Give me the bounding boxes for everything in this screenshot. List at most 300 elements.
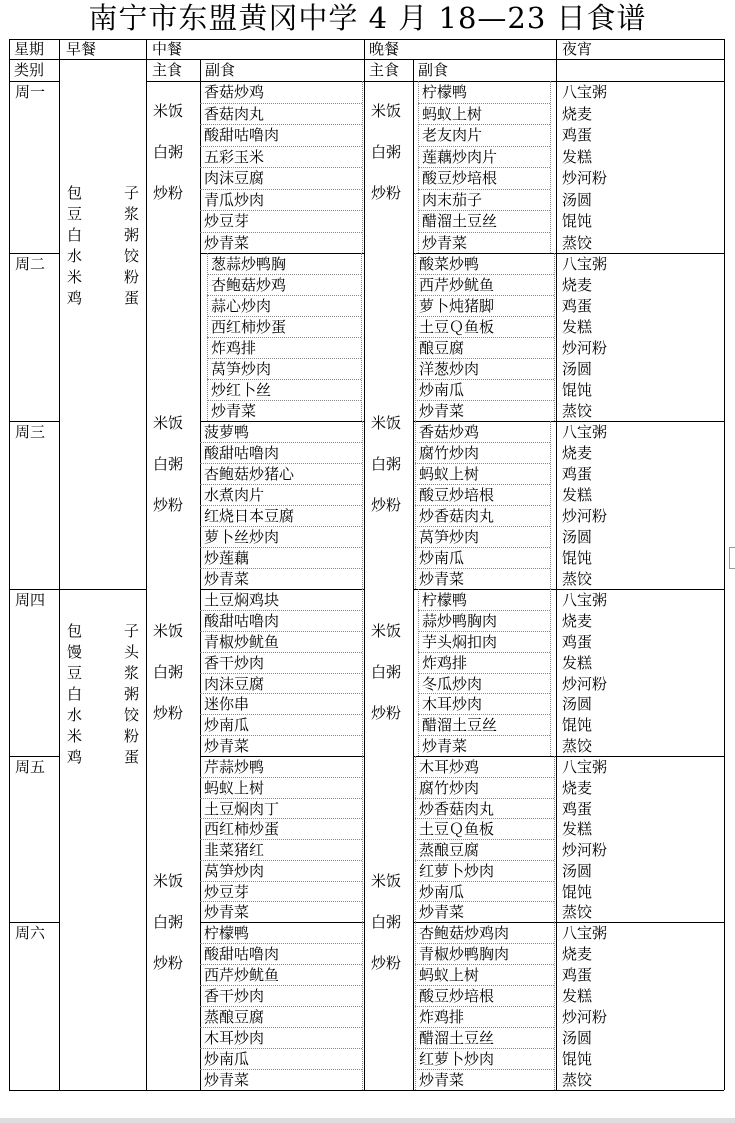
- row-divider: [200, 901, 362, 902]
- dinner-staple: 白粥: [371, 455, 402, 473]
- night-snack: 鸡蛋: [562, 966, 593, 984]
- night-snack: 烧麦: [562, 945, 593, 963]
- page-title: 南宁市东盟黄冈中学 4 月 18—23 日食谱: [88, 1, 647, 35]
- night-snack: 馄饨: [562, 549, 593, 567]
- row-divider: [200, 818, 362, 819]
- lunch-dish: 青椒炒鱿鱼: [204, 632, 280, 651]
- row-divider: [415, 881, 554, 882]
- cell-edge: [415, 756, 416, 922]
- row-divider: [415, 901, 554, 902]
- lunch-dish: 杏鲍菇炒鸡: [211, 276, 287, 294]
- header-lunch: 中餐: [152, 40, 183, 58]
- dinner-dish: 酿豆腐: [419, 339, 465, 357]
- row-divider: [200, 798, 362, 799]
- lunch-dish: 莴笋炒肉: [211, 360, 272, 378]
- lunch-dish: 炒青菜: [211, 402, 257, 420]
- dinner-dish: 杏鲍菇炒鸡肉: [419, 924, 510, 942]
- day-label: 周一: [15, 83, 46, 101]
- lunch-dish: 炒青菜: [204, 903, 250, 922]
- breakfast-item: [67, 684, 139, 705]
- grid-line: [9, 421, 59, 422]
- cell-edge: [362, 421, 363, 589]
- lunch-dish: 香干炒肉: [204, 987, 265, 1005]
- row-divider: [200, 1027, 362, 1028]
- lunch-dish: 肉沫豆腐: [204, 169, 265, 187]
- night-snack: 馄饨: [562, 716, 593, 735]
- night-snack: 蒸饺: [562, 402, 593, 420]
- dinner-dish: 冬瓜炒肉: [422, 674, 483, 693]
- header-category: 类别: [14, 61, 45, 79]
- night-snack: 八宝粥: [562, 423, 608, 441]
- row-divider: [415, 316, 554, 317]
- dinner-dish: 老友肉片: [422, 126, 483, 144]
- row-divider: [207, 400, 361, 401]
- row-divider: [200, 860, 362, 861]
- night-snack: 八宝粥: [562, 758, 608, 776]
- row-divider: [415, 568, 550, 569]
- row-divider: [415, 860, 554, 861]
- cell-edge: [415, 922, 416, 1090]
- lunch-dish: 西红柿炒蛋: [211, 318, 287, 336]
- lunch-dish: 木耳炒肉: [204, 1029, 265, 1047]
- dinner-dish: 酸豆炒培根: [419, 987, 495, 1005]
- dinner-dish: 萝卜炖猪脚: [419, 297, 495, 315]
- lunch-dish: 炒红卜丝: [211, 381, 272, 399]
- dinner-dish: 腐竹炒肉: [419, 444, 480, 462]
- lunch-dish: 炒青菜: [204, 570, 250, 588]
- row-divider: [200, 673, 362, 674]
- row-divider: [418, 652, 550, 653]
- night-snack: 蒸饺: [562, 570, 593, 588]
- breakfast-char: 水: [67, 706, 83, 724]
- lunch-dish: 炒青菜: [204, 737, 250, 756]
- dinner-dish: 炒青菜: [422, 233, 468, 252]
- dinner-dish: 炒香菇肉丸: [419, 799, 495, 818]
- dinner-staple: 米饭: [371, 414, 402, 432]
- lunch-dish: 菠萝鸭: [204, 423, 250, 441]
- night-snack: 汤圆: [562, 190, 593, 209]
- lunch-dish: 莴笋炒肉: [204, 861, 265, 880]
- row-divider: [415, 337, 554, 338]
- row-divider: [200, 652, 362, 653]
- breakfast-char: 浆: [123, 664, 139, 682]
- lunch-dish: 水煮肉片: [204, 486, 265, 504]
- dinner-dish: 炒青菜: [422, 737, 468, 756]
- night-snack: 炒河粉: [562, 674, 608, 693]
- row-divider: [200, 146, 362, 147]
- dinner-dish: 酸豆炒培根: [422, 169, 498, 187]
- night-snack: 炒河粉: [562, 1008, 608, 1026]
- row-divider: [200, 547, 362, 548]
- lunch-dish: 青瓜炒肉: [204, 190, 265, 209]
- grid-line: [200, 253, 364, 254]
- row-divider: [415, 943, 554, 944]
- cell-edge: [361, 253, 362, 421]
- lunch-staple: 米饭: [153, 414, 184, 432]
- lunch-staple: 白粥: [153, 913, 184, 931]
- breakfast-item: [67, 225, 139, 246]
- breakfast-char: 白: [67, 226, 83, 244]
- dinner-dish: 蚂蚁上树: [419, 966, 480, 984]
- breakfast-char: 米: [67, 727, 83, 745]
- lunch-dish: 香菇炒鸡: [204, 83, 265, 101]
- dinner-dish: 洋葱炒肉: [419, 360, 480, 378]
- cell-edge: [207, 253, 208, 421]
- dinner-dish: 土豆Ｑ鱼板: [419, 318, 495, 336]
- row-divider: [415, 442, 550, 443]
- dinner-dish: 炸鸡排: [422, 653, 468, 672]
- night-snack: 鸡蛋: [562, 632, 593, 651]
- row-divider: [200, 1069, 362, 1070]
- grid-line: [59, 589, 146, 590]
- night-snack: 馄饨: [562, 882, 593, 901]
- dinner-dish: 炒青菜: [419, 1071, 465, 1089]
- breakfast-item: [67, 288, 139, 309]
- night-snack: 鸡蛋: [562, 126, 593, 144]
- night-snack: 烧麦: [562, 444, 593, 462]
- cell-edge: [362, 589, 363, 756]
- dinner-dish: 木耳炒肉: [422, 695, 483, 714]
- grid-line: [200, 589, 364, 590]
- row-divider: [207, 379, 361, 380]
- night-snack: 八宝粥: [562, 924, 608, 942]
- dinner-dish: 醋溜土豆丝: [422, 212, 498, 230]
- row-divider: [200, 693, 362, 694]
- dinner-dish: 炒香菇肉丸: [419, 507, 495, 525]
- lunch-dish: 酸甜咕噜肉: [204, 611, 280, 630]
- row-divider: [415, 295, 554, 296]
- row-divider: [415, 777, 554, 778]
- header-breakfast: 早餐: [66, 40, 97, 58]
- dinner-dish: 肉末茄子: [422, 190, 483, 209]
- cell-edge: [415, 253, 416, 421]
- grid-line: [9, 81, 59, 82]
- breakfast-char: 蛋: [123, 289, 139, 307]
- night-snack: 发糕: [562, 987, 593, 1005]
- breakfast-char: 粉: [123, 268, 139, 286]
- row-divider: [200, 881, 362, 882]
- lunch-dish: 香干炒肉: [204, 653, 265, 672]
- lunch-dish: 酸甜咕噜肉: [204, 444, 280, 462]
- breakfast-item: [67, 246, 139, 267]
- dinner-dish: 柠檬鸭: [422, 83, 468, 101]
- lunch-dish: 红烧日本豆腐: [204, 507, 295, 525]
- row-divider: [200, 232, 362, 233]
- lunch-staple: 炒粉: [153, 496, 184, 514]
- cell-edge: [415, 421, 416, 589]
- lunch-dish: 酸甜咕噜肉: [204, 945, 280, 963]
- row-divider: [200, 777, 362, 778]
- grid-line: [200, 59, 201, 1090]
- breakfast-item: [67, 642, 139, 663]
- row-divider: [415, 484, 550, 485]
- breakfast-char: 头: [123, 643, 139, 661]
- dinner-dish: 炒青菜: [419, 570, 465, 588]
- dinner-dish: 醋溜土豆丝: [419, 1029, 495, 1047]
- breakfast-char: 豆: [67, 205, 83, 223]
- grid-line: [724, 39, 725, 1090]
- row-divider: [200, 631, 362, 632]
- grid-line: [59, 39, 60, 1090]
- day-label: 周二: [15, 255, 46, 273]
- lunch-staple: 白粥: [153, 455, 184, 473]
- row-divider: [418, 210, 550, 211]
- lunch-dish: 柠檬鸭: [204, 924, 250, 942]
- row-divider: [200, 1006, 362, 1007]
- lunch-dish: 韭菜猪红: [204, 841, 265, 859]
- grid-line: [146, 39, 147, 1090]
- grid-line: [413, 922, 724, 923]
- breakfast-char: 鸡: [67, 748, 83, 766]
- night-snack: 八宝粥: [562, 255, 608, 273]
- night-snack: 蒸饺: [562, 903, 593, 922]
- row-divider: [415, 839, 554, 840]
- cell-edge: [550, 589, 551, 756]
- row-divider: [418, 735, 550, 736]
- row-divider: [200, 124, 362, 125]
- grid-line: [9, 59, 724, 60]
- breakfast-char: 蛋: [123, 748, 139, 766]
- row-divider: [200, 463, 362, 464]
- lunch-dish: 蒸酿豆腐: [204, 1008, 265, 1026]
- row-divider: [415, 505, 550, 506]
- dinner-staple: 白粥: [371, 913, 402, 931]
- lunch-dish: 炒豆芽: [204, 212, 250, 230]
- day-label: 周六: [15, 924, 46, 942]
- dinner-staple: 白粥: [371, 663, 402, 681]
- row-divider: [200, 526, 362, 527]
- cell-edge: [550, 421, 551, 589]
- lunch-dish: 炸鸡排: [211, 339, 257, 357]
- header-week: 星期: [14, 40, 45, 58]
- night-snack: 炒河粉: [562, 169, 608, 187]
- dinner-dish: 酸菜炒鸭: [419, 255, 480, 273]
- night-snack: 汤圆: [562, 528, 593, 546]
- cell-edge: [554, 756, 555, 922]
- cell-edge: [554, 922, 555, 1090]
- dinner-staple: 米饭: [371, 102, 402, 120]
- row-divider: [200, 167, 362, 168]
- dinner-staple: 白粥: [371, 143, 402, 161]
- dinner-staple: 米饭: [371, 622, 402, 640]
- grid-line: [413, 756, 724, 757]
- cell-edge: [554, 253, 555, 421]
- cell-edge: [550, 81, 551, 253]
- lunch-dish: 西红柿炒蛋: [204, 820, 280, 839]
- dinner-dish: 炒南瓜: [419, 549, 465, 567]
- breakfast-char: 豆: [67, 664, 83, 682]
- cell-edge: [418, 589, 419, 756]
- header-dinner-staple: 主食: [369, 61, 400, 79]
- row-divider: [415, 964, 554, 965]
- breakfast-item: [67, 267, 139, 288]
- row-divider: [418, 167, 550, 168]
- row-divider: [200, 484, 362, 485]
- dinner-dish: 蚂蚁上树: [422, 104, 483, 123]
- row-divider: [200, 714, 362, 715]
- night-snack: 汤圆: [562, 360, 593, 378]
- breakfast-item: [67, 204, 139, 225]
- dinner-staple: 炒粉: [371, 954, 402, 972]
- dinner-dish: 炒青菜: [419, 903, 465, 922]
- breakfast-list: [67, 621, 139, 768]
- row-divider: [200, 735, 362, 736]
- dinner-dish: 蚂蚁上树: [419, 465, 480, 483]
- dinner-dish: 蒸酿豆腐: [419, 841, 480, 859]
- lunch-dish: 蒜心炒肉: [211, 297, 272, 315]
- grid-line: [9, 589, 59, 590]
- breakfast-item: [67, 747, 139, 768]
- breakfast-item: [67, 705, 139, 726]
- lunch-dish: 迷你串: [204, 695, 250, 714]
- lunch-staple: 米饭: [153, 872, 184, 890]
- night-snack: 馄饨: [562, 1050, 593, 1068]
- row-divider: [207, 358, 361, 359]
- lunch-dish: 五彩玉米: [204, 147, 265, 166]
- lunch-dish: 炒豆芽: [204, 882, 250, 901]
- night-snack: 炒河粉: [562, 507, 608, 525]
- day-label: 周三: [15, 423, 46, 441]
- page-edge-marker: [729, 547, 735, 569]
- breakfast-item: [67, 183, 139, 204]
- breakfast-item: [67, 726, 139, 747]
- breakfast-char: 饺: [123, 247, 139, 265]
- dinner-staple: 炒粉: [371, 184, 402, 202]
- breakfast-char: 包: [67, 184, 83, 202]
- lunch-dish: 土豆焖鸡块: [204, 591, 280, 609]
- row-divider: [418, 124, 550, 125]
- grid-line: [9, 253, 59, 254]
- row-divider: [418, 673, 550, 674]
- breakfast-char: 水: [67, 247, 83, 265]
- lunch-dish: 芹蒜炒鸭: [204, 758, 265, 776]
- dinner-dish: 芋头焖扣肉: [422, 632, 498, 651]
- lunch-dish: 香菇肉丸: [204, 104, 265, 123]
- row-divider: [415, 274, 554, 275]
- dinner-staple: 炒粉: [371, 704, 402, 722]
- dinner-dish: 酸豆炒培根: [419, 486, 495, 504]
- breakfast-list: [67, 183, 139, 309]
- row-divider: [200, 505, 362, 506]
- night-snack: 馄饨: [562, 212, 593, 230]
- grid-line: [200, 421, 364, 422]
- row-divider: [200, 839, 362, 840]
- breakfast-char: 鸡: [67, 289, 83, 307]
- row-divider: [418, 103, 550, 104]
- lunch-staple: 炒粉: [153, 184, 184, 202]
- dinner-dish: 腐竹炒肉: [419, 778, 480, 797]
- night-snack: 炒河粉: [562, 339, 608, 357]
- grid-line: [146, 81, 724, 82]
- row-divider: [200, 103, 362, 104]
- dinner-staple: 炒粉: [371, 496, 402, 514]
- grid-line: [413, 253, 724, 254]
- lunch-dish: 炒南瓜: [204, 716, 250, 735]
- night-snack: 鸡蛋: [562, 799, 593, 818]
- lunch-staple: 米饭: [153, 102, 184, 120]
- lunch-staple: 白粥: [153, 143, 184, 161]
- grid-line: [413, 421, 724, 422]
- lunch-dish: 萝卜丝炒肉: [204, 528, 280, 546]
- night-snack: 鸡蛋: [562, 465, 593, 483]
- row-divider: [207, 337, 361, 338]
- breakfast-item: [67, 621, 139, 642]
- dinner-dish: 炸鸡排: [419, 1008, 465, 1026]
- row-divider: [200, 210, 362, 211]
- grid-line: [364, 39, 365, 1090]
- dinner-dish: 土豆Ｑ鱼板: [419, 820, 495, 839]
- night-snack: 发糕: [562, 318, 593, 336]
- grid-line: [9, 756, 59, 757]
- night-snack: 发糕: [562, 653, 593, 672]
- grid-line: [9, 1090, 724, 1091]
- lunch-dish: 酸甜咕噜肉: [204, 126, 280, 144]
- cell-edge: [362, 922, 363, 1090]
- breakfast-char: 粥: [123, 226, 139, 244]
- night-snack: 烧麦: [562, 104, 593, 123]
- grid-line: [413, 59, 414, 1090]
- header-dinner: 晚餐: [369, 40, 400, 58]
- row-divider: [418, 146, 550, 147]
- night-snack: 蒸饺: [562, 737, 593, 756]
- dinner-dish: 莴笋炒肉: [419, 528, 480, 546]
- grid-line: [200, 922, 364, 923]
- night-snack: 蒸饺: [562, 1071, 593, 1089]
- night-snack: 鸡蛋: [562, 297, 593, 315]
- cell-edge: [362, 756, 363, 922]
- row-divider: [418, 232, 550, 233]
- day-label: 周四: [15, 591, 46, 609]
- night-snack: 汤圆: [562, 1029, 593, 1047]
- night-snack: 烧麦: [562, 778, 593, 797]
- breakfast-char: 包: [67, 622, 83, 640]
- night-snack: 汤圆: [562, 695, 593, 714]
- dinner-dish: 炒南瓜: [419, 381, 465, 399]
- breakfast-char: 子: [123, 184, 139, 202]
- row-divider: [415, 818, 554, 819]
- dinner-dish: 红萝卜炒肉: [419, 861, 495, 880]
- header-lunch-staple: 主食: [152, 61, 183, 79]
- row-divider: [415, 1048, 554, 1049]
- grid-line: [556, 39, 557, 1090]
- lunch-dish: 土豆焖肉丁: [204, 799, 280, 818]
- row-divider: [200, 189, 362, 190]
- row-divider: [415, 1027, 554, 1028]
- grid-line: [9, 922, 59, 923]
- night-snack: 馄饨: [562, 381, 593, 399]
- row-divider: [415, 526, 550, 527]
- night-snack: 炒河粉: [562, 841, 608, 859]
- lunch-staple: 米饭: [153, 622, 184, 640]
- row-divider: [200, 985, 362, 986]
- grid-line: [9, 39, 10, 1090]
- lunch-dish: 杏鲍菇炒猪心: [204, 465, 295, 483]
- row-divider: [200, 943, 362, 944]
- row-divider: [415, 400, 554, 401]
- grid-line: [200, 756, 364, 757]
- lunch-staple: 炒粉: [153, 954, 184, 972]
- row-divider: [207, 295, 361, 296]
- night-snack: 烧麦: [562, 611, 593, 630]
- cell-edge: [362, 81, 363, 253]
- row-divider: [415, 798, 554, 799]
- lunch-dish: 炒莲藕: [204, 549, 250, 567]
- page-footer-bar: [0, 1118, 735, 1123]
- header-dinner-side: 副食: [418, 61, 449, 79]
- row-divider: [418, 610, 550, 611]
- lunch-staple: 白粥: [153, 663, 184, 681]
- lunch-staple: 炒粉: [153, 704, 184, 722]
